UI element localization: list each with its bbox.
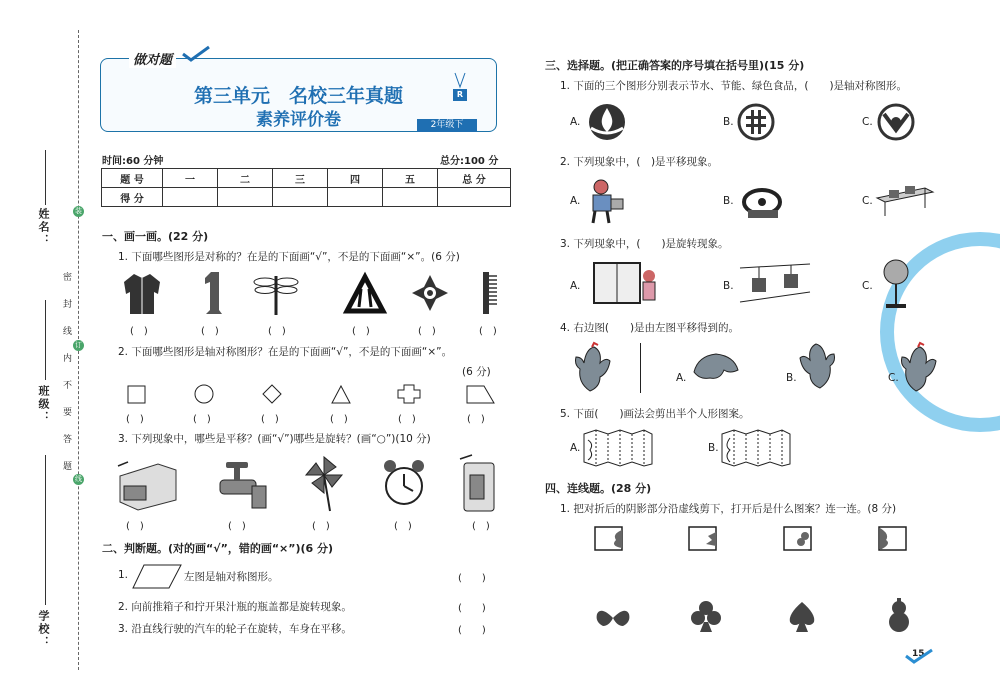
s2-q1-number: 1.	[118, 569, 129, 581]
s1-q2-answer-1[interactable]: ( )	[126, 414, 144, 425]
s2-q3-answer[interactable]: ( )	[458, 625, 486, 636]
road-sign-icon	[345, 275, 385, 315]
table-cell: 一	[163, 169, 218, 188]
s1-q2-text: 2. 下面哪些图形是轴对称图形？在是的下面画“√”，不是的下面画“×”。	[118, 346, 453, 358]
s3-q4-option-c[interactable]: C.	[888, 372, 899, 384]
club-pattern-icon	[690, 600, 722, 634]
comb-icon	[483, 272, 497, 314]
drawer-icon	[118, 456, 178, 512]
circle-icon	[194, 384, 216, 406]
s2-q2-answer[interactable]: ( )	[458, 603, 486, 614]
folded-pattern-3-icon	[783, 526, 813, 552]
faucet-icon	[218, 458, 278, 514]
parallelogram-icon	[132, 564, 182, 590]
section-1-title: 一、画一画。(22 分)	[102, 230, 209, 243]
s3-q2-option-a[interactable]: A.	[570, 195, 581, 207]
s3-q1-option-b[interactable]: B.	[723, 116, 734, 128]
worker-pushing-icon	[585, 177, 625, 225]
s3-q3-option-a[interactable]: A.	[570, 280, 581, 292]
s1-q3-answer-2[interactable]: ( )	[228, 521, 246, 532]
cactus-option-c-icon	[898, 343, 940, 393]
s4-q1-text: 1. 把对折后的阴影部分沿虚线剪下，打开后是什么图案？连一连。(8 分)	[560, 503, 897, 515]
s3-q3-option-b[interactable]: B.	[723, 280, 734, 292]
score-cell[interactable]	[383, 188, 438, 207]
s3-q5-option-a[interactable]: A.	[570, 442, 581, 454]
s1-q1-answer-3[interactable]: ( )	[268, 326, 286, 337]
s3-q4-option-b[interactable]: B.	[786, 372, 797, 384]
conveyor-belt-icon	[875, 182, 935, 222]
square-icon	[127, 385, 147, 405]
school-label: 学校：	[37, 610, 50, 649]
gourd-pattern-icon	[884, 598, 914, 634]
score-cell[interactable]	[163, 188, 218, 207]
s3-q2-text: 2. 下列现象中，( )是平移现象。	[560, 156, 719, 168]
score-table-score-row	[102, 188, 511, 207]
s3-q5-text: 5. 下面( )画法会剪出半个人形图案。	[560, 408, 750, 420]
cable-car-icon	[740, 262, 810, 306]
edition-badge: R	[453, 89, 467, 101]
water-saving-logo-icon	[587, 102, 627, 142]
table-cell: 二	[218, 169, 273, 188]
s1-q2-answer-4[interactable]: ( )	[330, 414, 348, 425]
score-cell[interactable]	[438, 188, 511, 207]
table-cell: 得 分	[102, 188, 163, 207]
score-cell[interactable]	[273, 188, 328, 207]
section-3-title: 三、选择题。(把正确答案的序号填在括号里)(15 分)	[545, 59, 805, 72]
grade-label: 2年级下	[417, 119, 477, 132]
seal-circle-2: 订	[75, 341, 82, 349]
s2-q1-text: 左图是轴对称图形。	[184, 571, 279, 583]
s1-q3-answer-4[interactable]: ( )	[394, 521, 412, 532]
divider-line	[640, 343, 641, 393]
s3-q2-option-c[interactable]: C.	[862, 195, 873, 207]
page-check-icon	[904, 650, 934, 664]
s1-q2-answer-3[interactable]: ( )	[261, 414, 279, 425]
s3-q3-text: 3. 下列现象中，( )是旋转现象。	[560, 238, 729, 250]
seal-circle-3: 线	[75, 475, 82, 483]
s3-q2-option-b[interactable]: B.	[723, 195, 734, 207]
dragonfly-icon	[253, 270, 299, 316]
score-table-header-row	[102, 169, 511, 188]
table-cell: 三	[273, 169, 328, 188]
sliding-window-icon	[593, 262, 659, 306]
s2-q1-answer[interactable]: ( )	[458, 573, 486, 584]
cactus-original-icon	[572, 343, 614, 393]
folded-pattern-1-icon	[594, 526, 624, 552]
page-subtitle: 素养评价卷	[256, 110, 341, 130]
trapezoid-icon	[466, 385, 496, 405]
score-cell[interactable]	[328, 188, 383, 207]
pinwheel-icon	[302, 455, 348, 513]
time-label: 时间:60 分钟	[102, 156, 164, 167]
total-label: 总分:100 分	[440, 156, 499, 167]
seal-circle-1: 装	[75, 207, 82, 215]
title-banner	[100, 53, 497, 132]
bow-pattern-icon	[595, 606, 631, 630]
name-label: 姓名：	[37, 208, 50, 247]
steering-wheel-icon	[738, 182, 788, 222]
page-number: 15	[912, 649, 925, 659]
page-title: 第三单元 名校三年真题	[193, 85, 403, 107]
s2-q3-text: 3. 沿直线行驶的汽车的轮子在旋转，车身在平移。	[118, 623, 352, 635]
folded-pattern-2-icon	[688, 526, 718, 552]
s3-q4-text: 4. 右边图( )是由左图平移得到的。	[560, 322, 740, 334]
s3-q3-option-c[interactable]: C.	[862, 280, 873, 292]
triangle-icon	[331, 385, 353, 405]
class-blank[interactable]	[45, 300, 46, 380]
spade-pattern-icon	[786, 600, 818, 634]
badge-hanger-icon	[453, 73, 467, 89]
s3-q1-text: 1. 下面的三个图形分别表示节水、节能、绿色食品，( )是轴对称图形。	[560, 80, 908, 92]
table-cell: 题 号	[102, 169, 163, 188]
score-table	[101, 168, 511, 207]
folded-paper-b-icon	[720, 428, 792, 468]
alarm-clock-icon	[382, 458, 428, 510]
cactus-option-b-icon	[798, 340, 838, 392]
s1-q2-answer-6[interactable]: ( )	[467, 414, 485, 425]
diamond-icon	[262, 384, 284, 406]
tag-label: 做对题	[129, 49, 176, 68]
check-icon	[181, 47, 211, 61]
s1-q2-answer-5[interactable]: ( )	[398, 414, 416, 425]
s1-q2-answer-2[interactable]: ( )	[193, 414, 211, 425]
name-blank[interactable]	[45, 150, 46, 205]
s1-q2-score: (6 分)	[462, 366, 491, 378]
table-cell: 五	[383, 169, 438, 188]
jacket-icon	[122, 272, 162, 316]
s3-q1-option-c[interactable]: C.	[862, 116, 873, 128]
s3-q1-option-a[interactable]: A.	[570, 116, 581, 128]
class-label: 班级：	[37, 385, 50, 424]
s1-q1-answer-5[interactable]: ( )	[418, 326, 436, 337]
s1-q3-text: 3. 下列现象中，哪些是平移？(画“√”)哪些是旋转？(画“○”)(10 分)	[118, 433, 431, 445]
s1-q1-text: 1. 下面哪些图形是对称的？在是的下面画“√”，不是的下面画“×”。(6 分)	[118, 251, 460, 263]
table-cell: 总 分	[438, 169, 511, 188]
seal-text: 密 封 线 内 不 要 答 题	[61, 272, 71, 474]
table-cell: 四	[328, 169, 383, 188]
score-cell[interactable]	[218, 188, 273, 207]
section-2-title: 二、判断题。(对的画“√”，错的画“×”)(6 分)	[102, 542, 334, 555]
flower-pattern-icon	[410, 273, 450, 313]
s1-q3-answer-5[interactable]: ( )	[472, 521, 490, 532]
s1-q3-answer-3[interactable]: ( )	[312, 521, 330, 532]
s1-q1-answer-6[interactable]: ( )	[479, 326, 497, 337]
number-one-icon	[203, 270, 223, 316]
s3-q4-option-a[interactable]: A.	[676, 372, 687, 384]
green-food-logo-icon	[876, 102, 916, 142]
cross-shape-icon	[397, 384, 423, 406]
folded-pattern-4-icon	[878, 526, 908, 552]
section-4-title: 四、连线题。(28 分)	[545, 482, 652, 495]
s1-q1-answer-2[interactable]: ( )	[201, 326, 219, 337]
energy-saving-logo-icon	[736, 102, 776, 142]
s1-q1-answer-4[interactable]: ( )	[352, 326, 370, 337]
s1-q3-answer-1[interactable]: ( )	[126, 521, 144, 532]
electric-fan-icon	[878, 258, 914, 310]
s3-q5-option-b[interactable]: B.	[708, 442, 719, 454]
s2-q2-text: 2. 向前推箱子和拧开果汁瓶的瓶盖都是旋转现象。	[118, 601, 352, 613]
juicer-icon	[456, 455, 500, 513]
school-blank[interactable]	[45, 455, 46, 605]
s1-q1-answer-1[interactable]: ( )	[130, 326, 148, 337]
folded-paper-a-icon	[582, 428, 654, 468]
cactus-option-a-icon	[690, 350, 742, 382]
